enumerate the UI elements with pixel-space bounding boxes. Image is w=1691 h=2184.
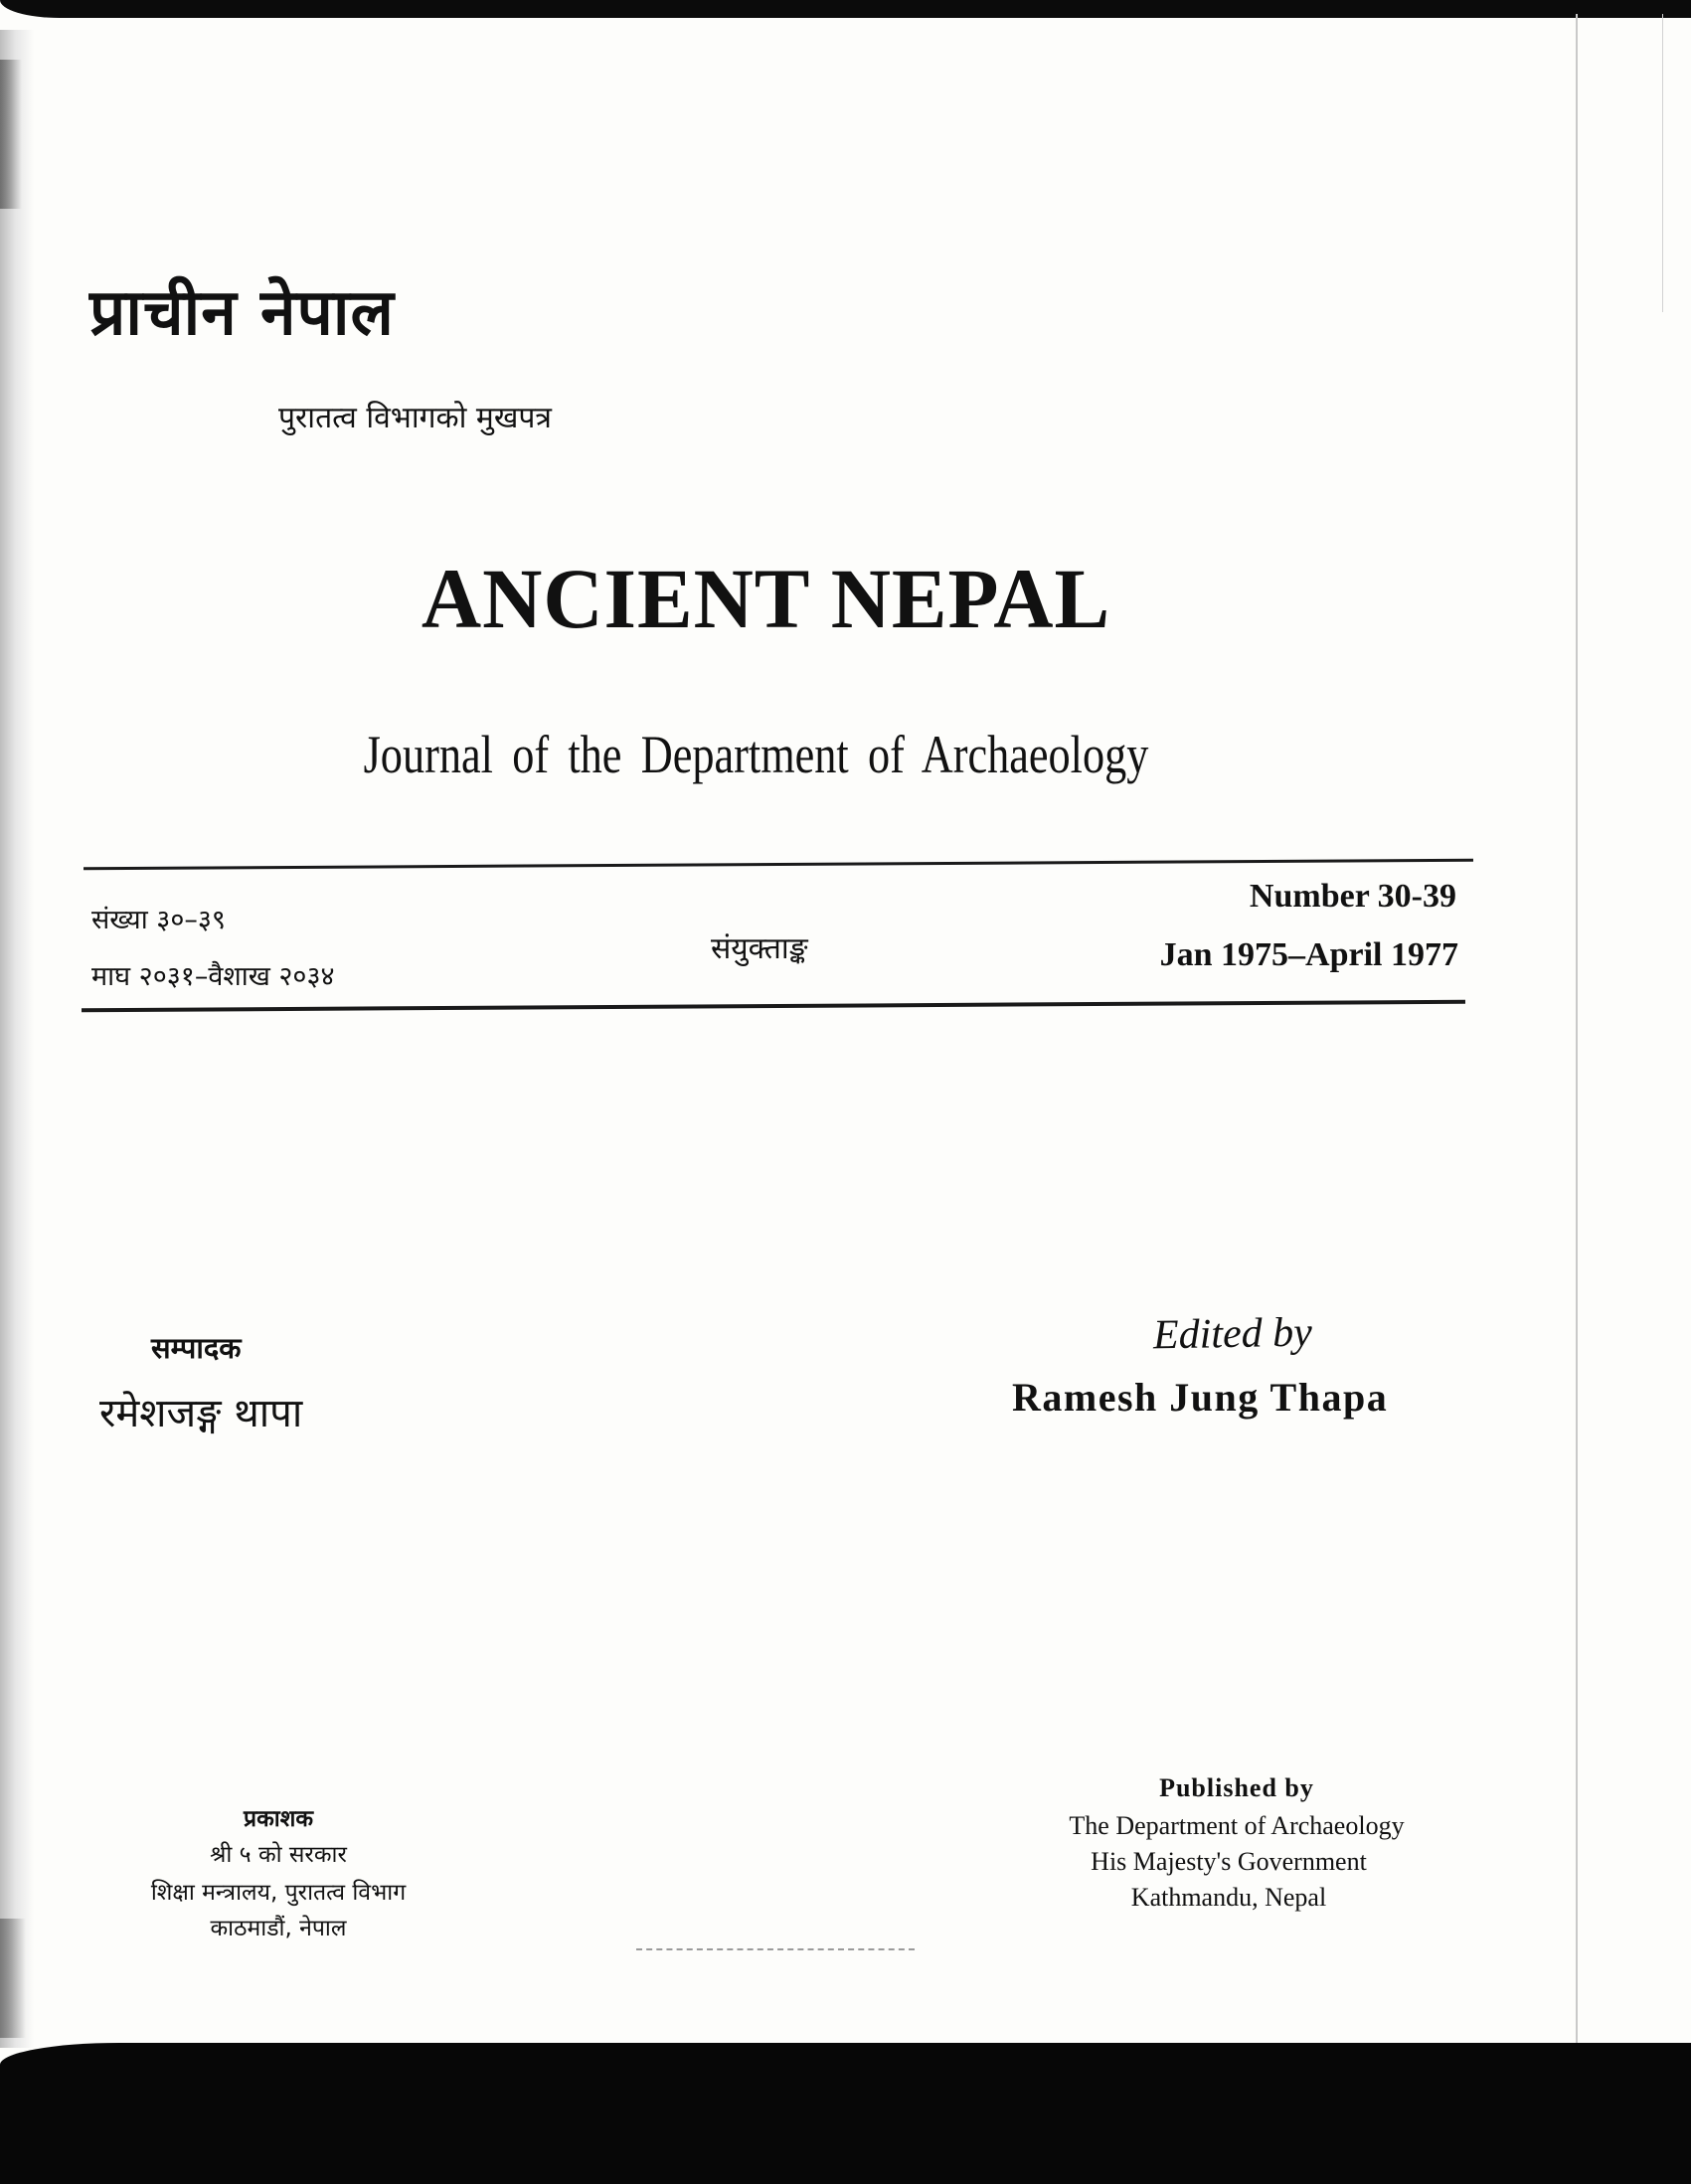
scan-left-edge	[0, 30, 34, 2048]
scan-artifact-dashes	[636, 1948, 915, 1950]
publisher-line-3: Kathmandu, Nepal	[1130, 1883, 1327, 1912]
issue-bottom-rule	[82, 1000, 1465, 1013]
nepali-subtitle: पुरातत्व विभागको मुखपत्र	[278, 401, 552, 435]
issue-top-rule	[84, 859, 1473, 871]
scan-bottom-edge	[0, 2043, 1691, 2184]
nepali-publisher-line-2: शिक्षा मन्त्रालय, पुरातत्व विभाग	[150, 1880, 407, 1906]
nepali-publisher-label: प्रकाशक	[243, 1806, 313, 1832]
issue-number: Number 30-39	[1249, 878, 1456, 915]
combined-issue-label: संयुक्ताङ्क	[711, 931, 808, 966]
editor-name: Ramesh Jung Thapa	[1012, 1375, 1389, 1420]
page-fold-line	[1576, 14, 1578, 2047]
publisher-line-1: The Department of Archaeology	[1069, 1811, 1405, 1840]
nepali-editor-name: रमेशजङ्ग थापा	[99, 1391, 303, 1436]
issue-date-range: Jan 1975–April 1977	[1159, 936, 1458, 973]
scan-left-shadow	[0, 60, 22, 209]
publisher-label: Published by	[1159, 1773, 1314, 1802]
nepali-issue-date: माघ २०३१–वैशाख २०३४	[91, 961, 335, 992]
nepali-editor-label: सम्पादक	[151, 1331, 242, 1365]
scan-top-edge	[0, 0, 1691, 18]
nepali-title: प्राचीन नेपाल	[89, 276, 395, 350]
edited-by-label: Edited by	[1152, 1309, 1313, 1359]
publisher-line-2: His Majesty's Government	[1091, 1847, 1367, 1876]
page-edge-line	[1662, 14, 1663, 312]
nepali-issue-number: संख्या ३०–३९	[91, 905, 226, 935]
journal-subtitle: Journal of the Department of Archaeology	[363, 725, 1149, 784]
journal-title: ANCIENT NEPAL	[421, 551, 1111, 646]
nepali-publisher-line-1: श्री ५ को सरकार	[210, 1842, 347, 1868]
nepali-publisher-line-3: काठमाडौं, नेपाल	[210, 1916, 347, 1941]
